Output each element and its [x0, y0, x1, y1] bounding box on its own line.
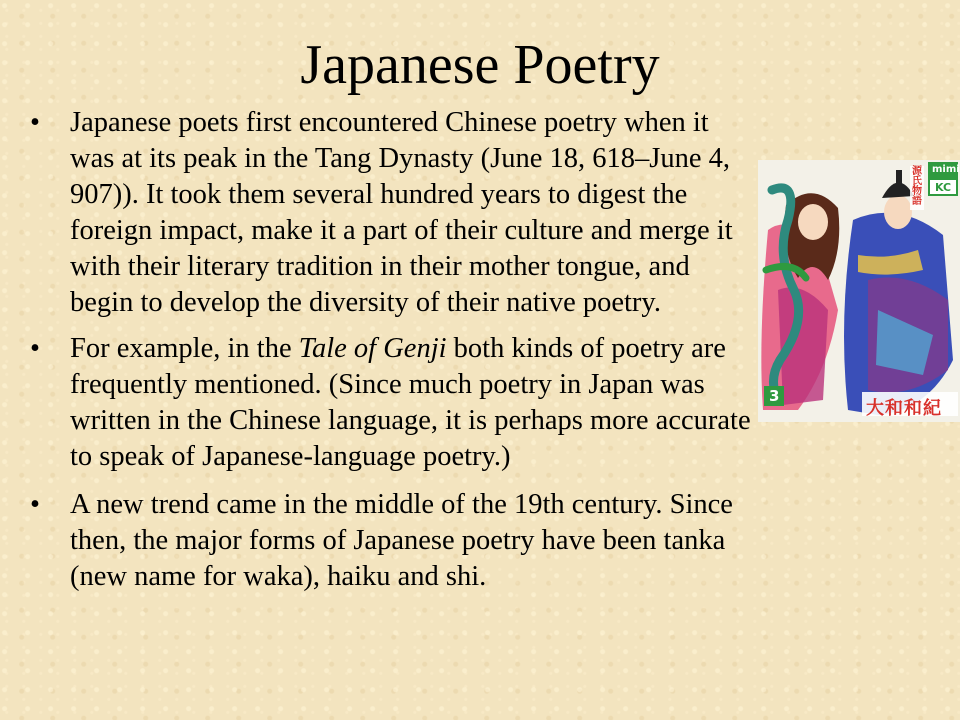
cover-series-text: 源氏物語	[912, 166, 922, 207]
bullet-text: A new trend came in the middle of the 19th century. Since then, the major forms of Japanese poetry have been tanka (new name for waka), haiku and shi.	[70, 489, 733, 592]
bullet-list	[30, 105, 760, 605]
bullet-text	[70, 333, 751, 472]
bullet-text-part: For example, in the	[70, 333, 299, 364]
bullet-dot-icon: •	[30, 333, 40, 364]
cover-author: 大和和紀	[866, 398, 942, 419]
book-title-emphasis: Tale of Genji	[298, 333, 447, 364]
cover-publisher-bottom: KC	[935, 181, 952, 194]
cover-volume-number: 3	[769, 387, 780, 405]
bullet-dot-icon: •	[30, 107, 40, 138]
bullet-item	[30, 487, 760, 595]
slide-title: Japanese Poetry	[300, 34, 660, 96]
bullet-dot-icon: •	[30, 489, 40, 520]
cover-illustration	[758, 160, 960, 422]
bullet-item	[30, 105, 760, 321]
bullet-text-part: both kinds of poetry are frequently mentioned. (Since much poetry in Japan was written in the Chinese language, it is perhaps more accurate to speak of Japanese-language poetry.)	[70, 333, 751, 472]
bullet-item	[30, 331, 760, 475]
manga-cover-image	[758, 160, 960, 422]
bullet-text: Japanese poets first encountered Chinese poetry when it was at its peak in the Tang Dynasty (June 18, 618–June 4, 907)). It took them several hundred years to digest the foreign impact, make it a part of their culture and merge it with their literary tradition in their mother tongue, and begin to develop the diversity of their native poetry.	[70, 107, 733, 318]
cover-publisher-top: mimi	[932, 164, 960, 175]
